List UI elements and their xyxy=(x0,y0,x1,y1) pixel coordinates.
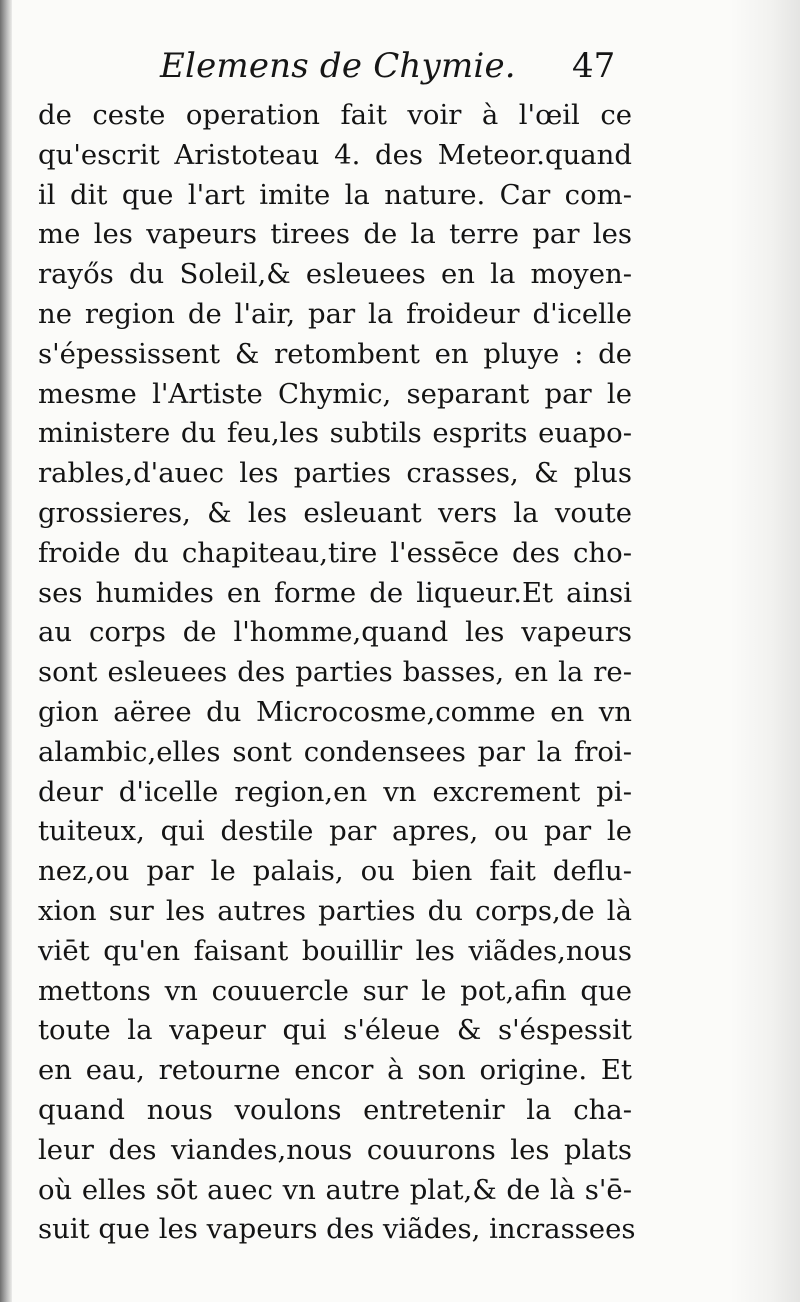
text-line: nez,ou par le palais, ou bien fait deflu- xyxy=(38,855,632,888)
text-line: suit que les vapeurs des viãdes, incrassees xyxy=(38,1213,636,1246)
text-line: mettons vn couuercle sur le pot,afin que xyxy=(38,974,632,1007)
text-line: qu'escrit Aristoteau 4. des Meteor.quand xyxy=(38,138,632,171)
text-line: en eau, retourne encor à son origine. Et xyxy=(38,1054,632,1087)
page-gutter-shadow xyxy=(0,0,12,1302)
page-number: 47 xyxy=(572,46,616,86)
text-line: s'épessissent & retombent en pluye : de xyxy=(38,337,632,370)
text-line: ministere du feu,les subtils esprits euapo- xyxy=(38,417,632,450)
text-line: froide du chapiteau,tire l'essēce des cho- xyxy=(38,536,632,569)
text-line: rables,d'auec les parties crasses, & plus xyxy=(38,457,632,490)
page-edge-shadow xyxy=(730,0,800,1302)
text-line: toute la vapeur qui s'éleue & s'éspessit xyxy=(38,1014,632,1047)
text-line: de ceste operation fait voir à l'œil ce xyxy=(38,99,632,131)
text-line: ses humides en forme de liqueur.Et ainsi xyxy=(38,576,632,609)
text-line: ne region de l'air, par la froideur d'icelle xyxy=(38,297,632,330)
running-title: Elemens de Chymie. xyxy=(160,46,516,86)
text-line: xion sur les autres parties du corps,de là xyxy=(38,894,632,927)
text-line: deur d'icelle region,en vn excrement pi- xyxy=(38,775,632,808)
text-line: leur des viandes,nous couurons les plats xyxy=(38,1133,632,1166)
page-header xyxy=(0,44,800,92)
text-line: quand nous voulons entretenir la cha- xyxy=(38,1093,632,1126)
text-line: me les vapeurs tirees de la terre par les xyxy=(38,218,632,251)
text-line: grossieres, & les esleuant vers la voute xyxy=(38,496,632,529)
text-line: il dit que l'art imite la nature. Car com- xyxy=(38,178,632,211)
text-line: alambic,elles sont condensees par la froi- xyxy=(38,735,632,768)
text-line: tuiteux, qui destile par apres, ou par le xyxy=(38,815,632,848)
text-line: gion aëree du Microcosme,comme en vn xyxy=(38,695,632,728)
text-line: mesme l'Artiste Chymic, separant par le xyxy=(38,377,632,410)
text-line: rayős du Soleil,& esleuees en la moyen- xyxy=(38,258,632,291)
text-line: au corps de l'homme,quand les vapeurs xyxy=(38,616,632,649)
text-line: viēt qu'en faisant bouillir les viãdes,nous xyxy=(38,934,632,967)
body-text xyxy=(38,96,636,1250)
text-line: où elles sōt auec vn autre plat,& de là s'ē- xyxy=(38,1173,632,1206)
text-line: sont esleuees des parties basses, en la re- xyxy=(38,656,632,689)
